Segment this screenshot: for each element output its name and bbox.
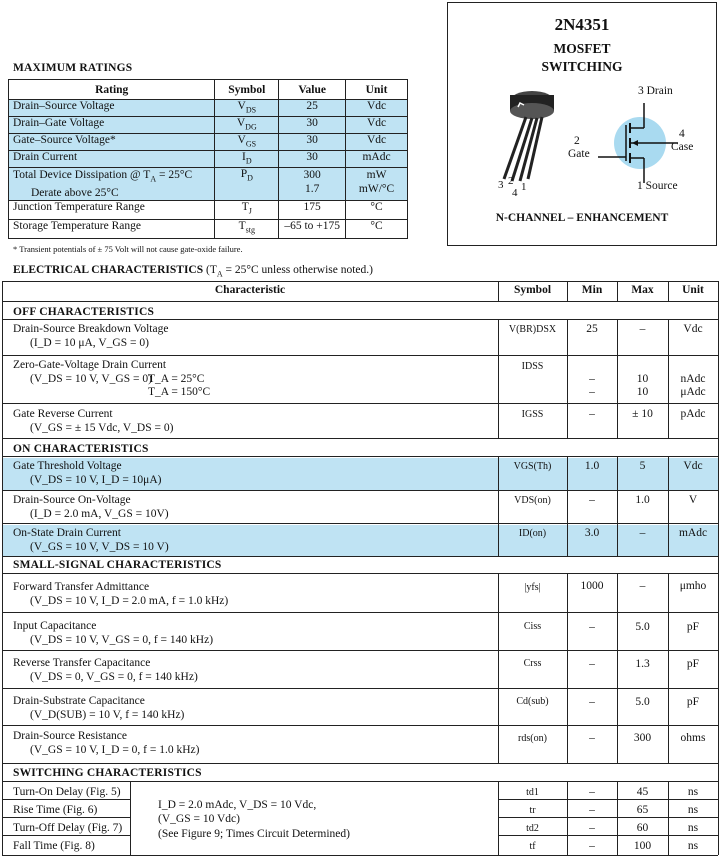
sw-min: – — [589, 804, 595, 816]
grid-line — [2, 456, 718, 457]
bvdss-min: 25 — [586, 323, 598, 335]
rating-unit: Vdc — [346, 100, 408, 117]
idss-temp1: T_A = 25°C — [148, 373, 205, 385]
vth-min: 1.0 — [584, 460, 600, 472]
ciss-symbol: Ciss — [523, 621, 542, 632]
csub-max: 5.0 — [635, 696, 650, 708]
rating-symbol: $V_{DS}$ — [215, 100, 279, 117]
rating-symbol: $T_J$ — [215, 201, 279, 220]
rating-value: 175 — [279, 201, 346, 220]
sw-min: – — [589, 786, 595, 798]
grid-line — [2, 281, 3, 855]
elec-title: ELECTRICAL CHARACTERISTICS ($T_A = 25^\circ C$ unless otherwise noted.) — [13, 264, 373, 279]
rating-unit: Vdc — [346, 134, 408, 151]
device-function: SWITCHING — [541, 59, 623, 74]
csub-min: – — [589, 696, 595, 708]
grid-line — [2, 573, 718, 574]
idss-min1: – — [589, 373, 595, 385]
pin-gate-number: 2 — [574, 135, 580, 147]
sw-max: 45 — [636, 786, 649, 798]
bvdss-unit: Vdc — [683, 323, 703, 335]
vth-unit: Vdc — [683, 460, 703, 472]
grid-line — [498, 799, 718, 800]
vth-symbol: VGS(Th) — [513, 461, 552, 472]
rating-name: Drain Current — [9, 151, 215, 168]
grid-line — [2, 781, 718, 782]
idon-min: 3.0 — [584, 527, 600, 539]
rating-name: Storage Temperature Range — [9, 220, 215, 239]
grid-line — [2, 319, 718, 320]
grid-line — [498, 817, 718, 818]
ciss-max: 5.0 — [635, 621, 650, 633]
col-header-symbol: Symbol — [513, 284, 552, 296]
rds-cond: (V_GS = 10 V, I_D = 0, f = 1.0 kHz) — [30, 744, 200, 756]
section-off: OFF CHARACTERISTICS — [13, 306, 155, 318]
ciss-unit: pF — [686, 621, 700, 633]
rating-row — [9, 201, 408, 220]
rating-unit: °C — [346, 220, 408, 239]
sw-unit: ns — [687, 822, 699, 834]
device-info-box — [447, 2, 717, 246]
rating-row — [9, 117, 408, 134]
igss-max: ± 10 — [632, 408, 653, 420]
device-type: MOSFET — [553, 41, 611, 56]
crss-symbol: Crss — [523, 658, 542, 669]
sw-cond-3: (See Figure 9; Times Circuit Determined) — [158, 828, 350, 840]
ciss-cond: (V_DS = 10 V, V_GS = 0, f = 140 kHz) — [30, 634, 214, 646]
vth-name: Gate Threshold Voltage — [13, 460, 122, 472]
grid-line — [2, 556, 718, 557]
rating-symbol: $I_D$ — [215, 151, 279, 168]
yfs-name: Forward Transfer Admittance — [13, 581, 150, 593]
part-number: 2N4351 — [554, 15, 610, 34]
rating-symbol: $V_{GS}$ — [215, 134, 279, 151]
csub-unit: pF — [686, 696, 700, 708]
pkg-pin-1: 1 — [521, 181, 527, 193]
rds-min: – — [589, 732, 595, 744]
igss-name: Gate Reverse Current — [13, 408, 113, 420]
idon-symbol: ID(on) — [518, 528, 547, 539]
von-unit: V — [688, 494, 698, 506]
sw-cond-2: (V_GS = 10 Vdc) — [158, 813, 240, 825]
sw-symbol: tr — [529, 805, 536, 816]
rating-unit: mW mW/°C — [346, 168, 408, 201]
rating-value: 25 — [279, 100, 346, 117]
rating-unit: °C — [346, 201, 408, 220]
von-cond: (I_D = 2.0 mA, V_GS = 10V) — [30, 508, 169, 520]
idss-max2: 10 — [636, 386, 649, 398]
von-max: 1.0 — [635, 494, 650, 506]
igss-symbol: IGSS — [521, 409, 544, 420]
sw-name: Fall Time (Fig. 8) — [13, 840, 95, 852]
idss-unit2: μAdc — [680, 386, 706, 398]
rating-name: Gate–Source Voltage* — [9, 134, 215, 151]
crss-min: – — [589, 658, 595, 670]
col-header-characteristic: Characteristic — [214, 284, 286, 296]
idon-unit: mAdc — [678, 527, 708, 539]
bvdss-cond: (I_D = 10 μA, V_GS = 0) — [30, 337, 149, 349]
header-symbol: Symbol — [215, 80, 279, 100]
rating-value: 30 — [279, 117, 346, 134]
grid-line — [2, 612, 718, 613]
rating-symbol: $V_{DG}$ — [215, 117, 279, 134]
crss-unit: pF — [686, 658, 700, 670]
sw-symbol: td2 — [526, 823, 539, 834]
rds-name: Drain-Source Resistance — [13, 730, 128, 742]
pin-drain-label: 3 Drain — [638, 85, 673, 97]
rds-unit: ohms — [680, 732, 706, 744]
grid-line — [2, 725, 718, 726]
pin-source-label: 1 Source — [637, 180, 678, 192]
pkg-pin-3: 3 — [498, 179, 504, 191]
ciss-min: – — [589, 621, 595, 633]
von-name: Drain-Source On-Voltage — [13, 494, 131, 506]
section-small-signal: SMALL-SIGNAL CHARACTERISTICS — [13, 559, 222, 571]
section-on: ON CHARACTERISTICS — [13, 443, 149, 455]
rating-name: Drain–Gate Voltage — [9, 117, 215, 134]
sw-unit: ns — [687, 786, 699, 798]
sw-cond-1: I_D = 2.0 mAdc, V_DS = 10 Vdc, — [158, 799, 317, 811]
idss-name: Zero-Gate-Voltage Drain Current — [13, 359, 167, 371]
idon-max: – — [639, 527, 646, 539]
igss-cond: (V_GS = ± 15 Vdc, V_DS = 0) — [30, 422, 174, 434]
rating-unit: mAdc — [346, 151, 408, 168]
rating-row — [9, 151, 408, 168]
crss-max: 1.3 — [635, 658, 650, 670]
grid-line — [130, 781, 131, 855]
grid-line — [498, 319, 499, 438]
channel-type: N-CHANNEL – ENHANCEMENT — [495, 212, 669, 224]
idon-cond: (V_GS = 10 V, V_DS = 10 V) — [30, 541, 169, 553]
rds-max: 300 — [633, 732, 652, 744]
csub-cond: (V_D(SUB) = 10 V, f = 140 kHz) — [30, 709, 185, 721]
grid-line — [2, 835, 130, 836]
grid-line — [718, 281, 719, 855]
max-ratings-table — [8, 79, 408, 239]
grid-line — [2, 403, 718, 404]
grid-line — [2, 438, 718, 439]
rating-symbol: $T_{stg}$ — [215, 220, 279, 239]
sw-unit: ns — [687, 804, 699, 816]
idon-name: On-State Drain Current — [13, 527, 121, 539]
idss-max1: 10 — [636, 373, 649, 385]
grid-line — [2, 855, 718, 856]
yfs-unit: μmho — [679, 580, 707, 592]
csub-symbol: Cd(sub) — [516, 696, 549, 707]
crss-name: Reverse Transfer Capacitance — [13, 657, 151, 669]
idss-cond: (V_DS = 10 V, V_GS = 0) — [30, 373, 152, 385]
rds-symbol: rds(on) — [518, 733, 547, 744]
idss-min2: – — [589, 386, 595, 398]
vth-cond: (V_DS = 10 V, I_D = 10μA) — [30, 474, 162, 486]
crss-cond: (V_DS = 0, V_GS = 0, f = 140 kHz) — [30, 671, 198, 683]
col-header-unit: Unit — [682, 284, 704, 296]
rating-value: 300 1.7 — [279, 168, 346, 201]
grid-line — [2, 763, 718, 764]
sw-max: 65 — [636, 804, 649, 816]
igss-min: – — [589, 408, 595, 420]
sw-name: Turn-On Delay (Fig. 5) — [13, 786, 121, 798]
header-unit: Unit — [346, 80, 408, 100]
rating-value: 30 — [279, 134, 346, 151]
bvdss-max: – — [639, 323, 646, 335]
yfs-cond: (V_DS = 10 V, I_D = 2.0 mA, f = 1.0 kHz) — [30, 595, 229, 607]
grid-line — [2, 281, 718, 282]
rating-unit: Vdc — [346, 117, 408, 134]
col-header-min: Min — [581, 284, 603, 296]
bvdss-name: Drain-Source Breakdown Voltage — [13, 323, 169, 335]
von-symbol: VDS(on) — [514, 495, 551, 506]
pkg-pin-4: 4 — [512, 187, 518, 199]
idss-unit1: nAdc — [680, 373, 706, 385]
rating-row — [9, 220, 408, 239]
sw-min: – — [589, 822, 595, 834]
sw-unit: ns — [687, 840, 699, 852]
pin-gate-label: Gate — [568, 148, 590, 160]
max-ratings-header — [9, 80, 408, 100]
grid-line — [2, 490, 718, 491]
grid-line — [2, 523, 718, 524]
csub-name: Drain-Substrate Capacitance — [13, 695, 145, 707]
ciss-name: Input Capacitance — [13, 620, 97, 632]
vth-max: 5 — [639, 460, 646, 472]
rating-value: –65 to +175 — [279, 220, 346, 239]
sw-symbol: td1 — [526, 787, 539, 798]
col-header-max: Max — [631, 284, 654, 296]
rating-row-power — [9, 168, 408, 201]
footnote: * Transient potentials of ± 75 Volt will not cause gate-oxide failure. — [13, 244, 243, 254]
rating-name: Drain–Source Voltage — [9, 100, 215, 117]
sw-min: – — [589, 840, 595, 852]
yfs-max: – — [639, 580, 646, 592]
von-min: – — [589, 494, 595, 506]
header-rating: Rating — [9, 80, 215, 100]
grid-line — [2, 688, 718, 689]
grid-line — [2, 301, 718, 302]
idss-temp2: T_A = 150°C — [148, 386, 211, 398]
sw-name: Rise Time (Fig. 6) — [13, 804, 98, 816]
grid-line — [498, 835, 718, 836]
pkg-pin-2: 2 — [508, 175, 514, 187]
header-value: Value — [279, 80, 346, 100]
max-ratings-title: MAXIMUM RATINGS — [13, 62, 133, 74]
grid-line — [2, 650, 718, 651]
idss-symbol: IDSS — [521, 361, 544, 372]
grid-line — [2, 355, 718, 356]
rating-value: 30 — [279, 151, 346, 168]
sw-symbol: tf — [529, 841, 536, 852]
yfs-symbol: |yfs| — [524, 582, 541, 593]
grid-line — [2, 799, 130, 800]
rating-name: Junction Temperature Range — [9, 201, 215, 220]
pin-case-number: 4 — [679, 128, 685, 140]
rating-row — [9, 100, 408, 117]
grid-line — [2, 817, 130, 818]
rating-row — [9, 134, 408, 151]
pin-case-label: Case — [671, 141, 694, 153]
rating-symbol: $P_D$ — [215, 168, 279, 201]
yfs-min: 1000 — [580, 580, 604, 592]
rating-name: Total Device Dissipation @ $T_A = 25^\circ C$ Derate above 25°C — [9, 168, 215, 201]
sw-max: 100 — [633, 840, 652, 852]
section-switching: SWITCHING CHARACTERISTICS — [13, 767, 202, 779]
bvdss-symbol: V(BR)DSX — [508, 324, 557, 335]
sw-max: 60 — [636, 822, 649, 834]
igss-unit: pAdc — [680, 408, 706, 420]
sw-name: Turn-Off Delay (Fig. 7) — [13, 822, 123, 834]
